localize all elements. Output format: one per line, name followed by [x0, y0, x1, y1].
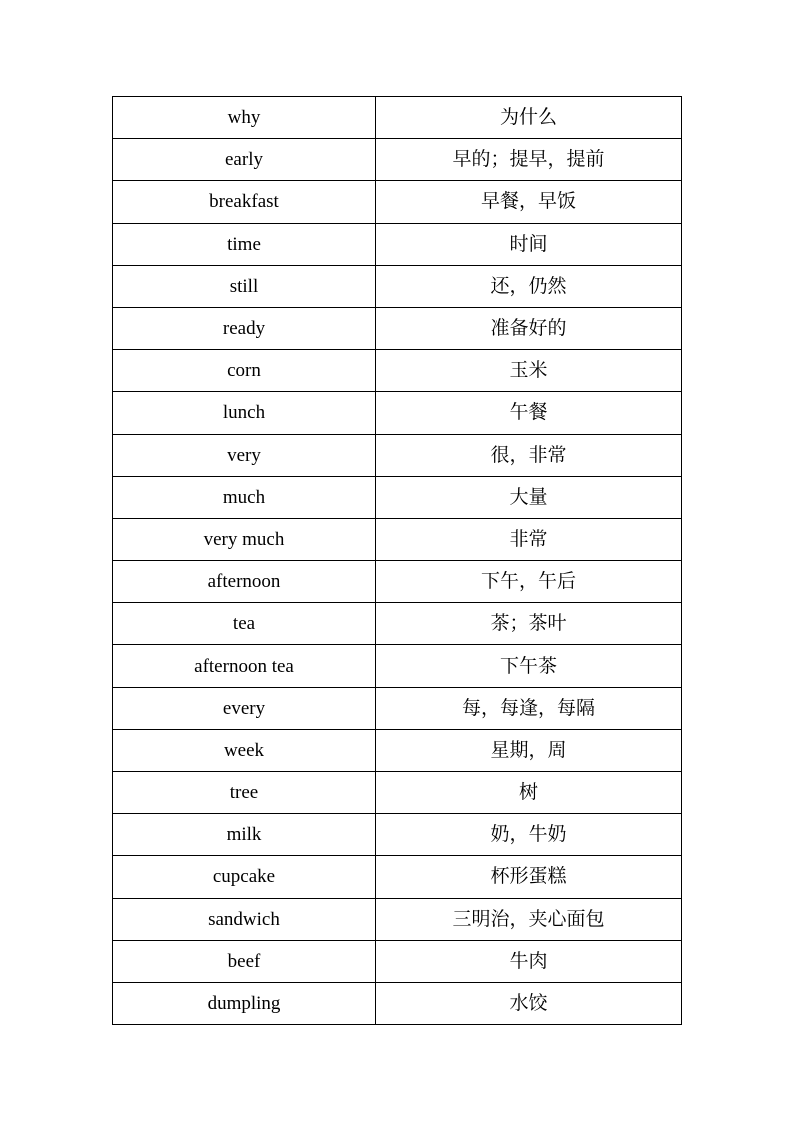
table-row: [113, 97, 682, 139]
chinese-meaning-cell: 每，每逢，每隔: [376, 687, 682, 729]
table-row: [113, 898, 682, 940]
table-row: [113, 729, 682, 771]
chinese-meaning-cell: 牛肉: [376, 940, 682, 982]
table-row: [113, 645, 682, 687]
chinese-meaning-cell: 午餐: [376, 392, 682, 434]
chinese-meaning-cell: 三明治，夹心面包: [376, 898, 682, 940]
chinese-meaning-cell: 还，仍然: [376, 265, 682, 307]
english-word-cell: sandwich: [113, 898, 376, 940]
english-word-cell: very much: [113, 518, 376, 560]
table-row: [113, 434, 682, 476]
chinese-meaning-cell: 星期，周: [376, 729, 682, 771]
table-row: [113, 476, 682, 518]
chinese-meaning-cell: 准备好的: [376, 307, 682, 349]
chinese-meaning-cell: 树: [376, 772, 682, 814]
english-word-cell: every: [113, 687, 376, 729]
chinese-meaning-cell: 水饺: [376, 982, 682, 1024]
english-word-cell: early: [113, 139, 376, 181]
chinese-meaning-cell: 为什么: [376, 97, 682, 139]
chinese-meaning-cell: 杯形蛋糕: [376, 856, 682, 898]
english-word-cell: tea: [113, 603, 376, 645]
chinese-meaning-cell: 早的；提早，提前: [376, 139, 682, 181]
english-word-cell: breakfast: [113, 181, 376, 223]
english-word-cell: milk: [113, 814, 376, 856]
chinese-meaning-cell: 奶，牛奶: [376, 814, 682, 856]
table-row: [113, 772, 682, 814]
table-row: [113, 518, 682, 560]
table-row: [113, 856, 682, 898]
english-word-cell: week: [113, 729, 376, 771]
chinese-meaning-cell: 玉米: [376, 350, 682, 392]
table-row: [113, 982, 682, 1024]
english-word-cell: time: [113, 223, 376, 265]
table-row: [113, 561, 682, 603]
table-row: [113, 940, 682, 982]
vocabulary-table: [112, 96, 682, 1025]
english-word-cell: corn: [113, 350, 376, 392]
table-row: [113, 350, 682, 392]
table-row: [113, 223, 682, 265]
vocabulary-table-body: [113, 97, 682, 1025]
table-row: [113, 603, 682, 645]
english-word-cell: cupcake: [113, 856, 376, 898]
chinese-meaning-cell: 很，非常: [376, 434, 682, 476]
english-word-cell: beef: [113, 940, 376, 982]
chinese-meaning-cell: 茶；茶叶: [376, 603, 682, 645]
chinese-meaning-cell: 下午茶: [376, 645, 682, 687]
chinese-meaning-cell: 下午，午后: [376, 561, 682, 603]
english-word-cell: still: [113, 265, 376, 307]
english-word-cell: ready: [113, 307, 376, 349]
chinese-meaning-cell: 非常: [376, 518, 682, 560]
table-row: [113, 814, 682, 856]
table-row: [113, 687, 682, 729]
english-word-cell: afternoon: [113, 561, 376, 603]
english-word-cell: very: [113, 434, 376, 476]
table-row: [113, 265, 682, 307]
english-word-cell: why: [113, 97, 376, 139]
english-word-cell: much: [113, 476, 376, 518]
table-row: [113, 307, 682, 349]
english-word-cell: tree: [113, 772, 376, 814]
chinese-meaning-cell: 时间: [376, 223, 682, 265]
table-row: [113, 139, 682, 181]
chinese-meaning-cell: 大量: [376, 476, 682, 518]
chinese-meaning-cell: 早餐，早饭: [376, 181, 682, 223]
table-row: [113, 181, 682, 223]
english-word-cell: lunch: [113, 392, 376, 434]
english-word-cell: afternoon tea: [113, 645, 376, 687]
english-word-cell: dumpling: [113, 982, 376, 1024]
table-row: [113, 392, 682, 434]
